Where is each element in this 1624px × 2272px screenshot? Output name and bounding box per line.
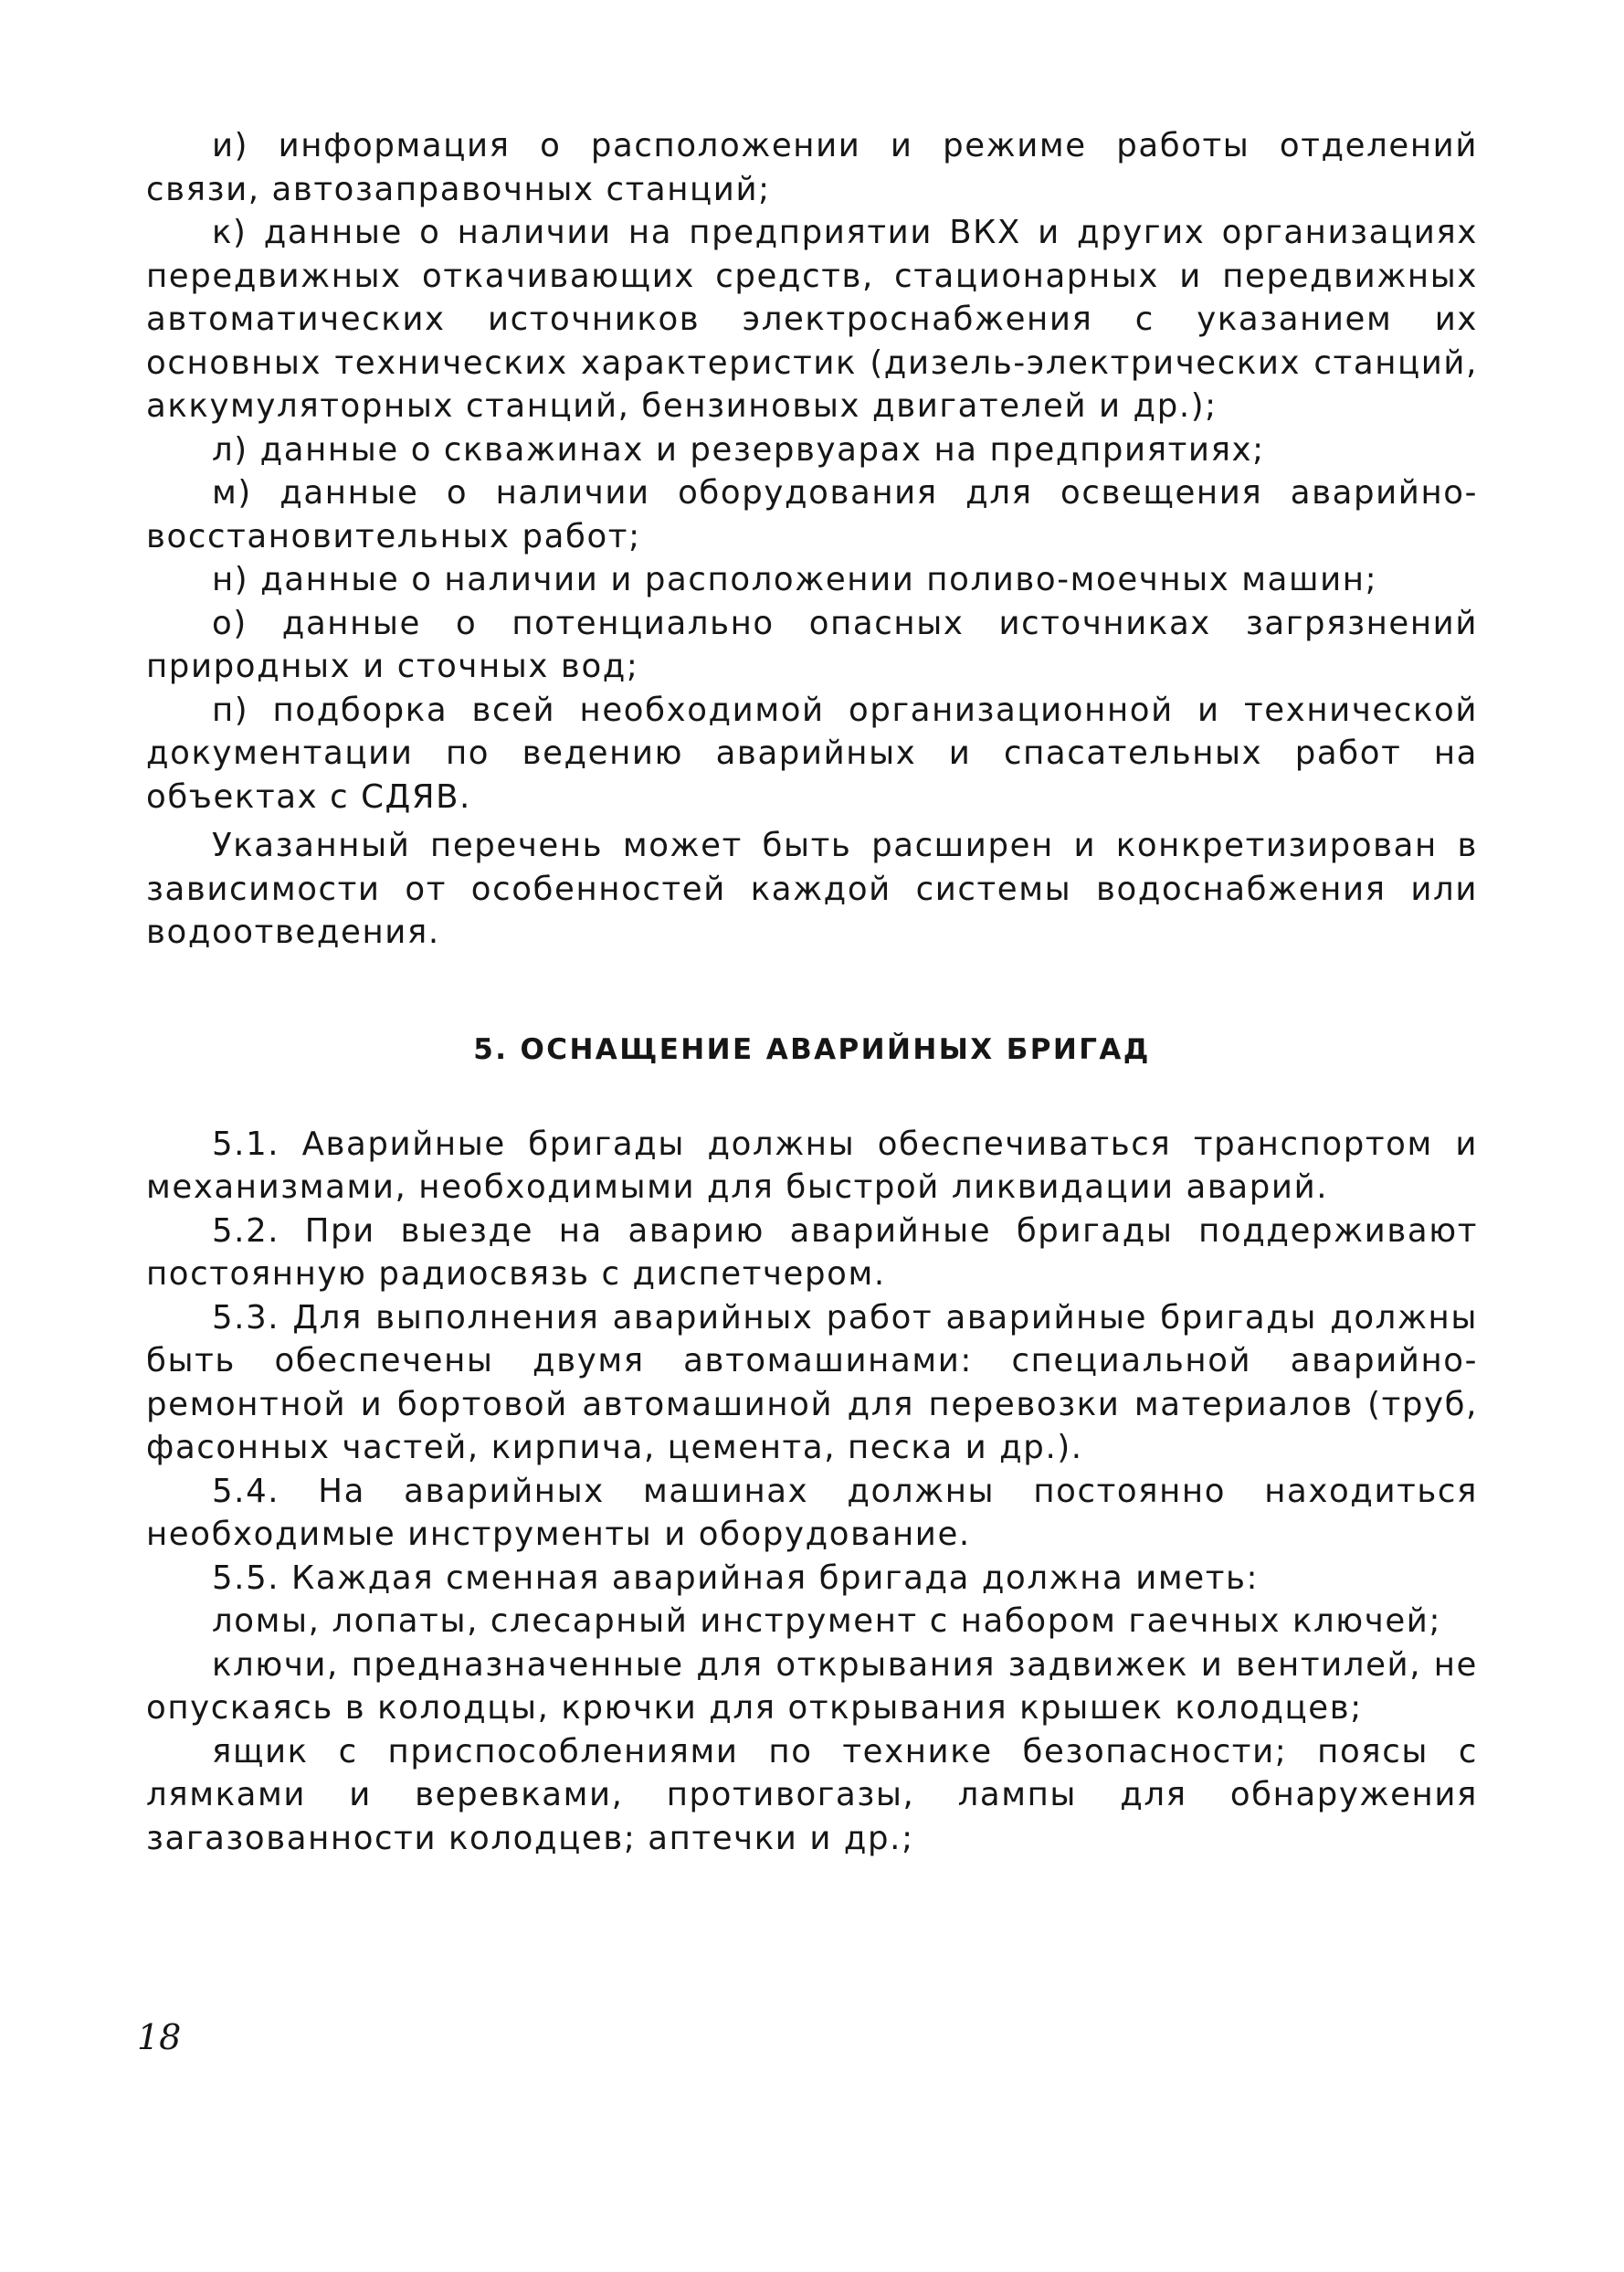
clause-5-4: 5.4. На аварийных машинах должны постоянно находиться необходимые инструменты и оборудование. xyxy=(146,1472,1478,1553)
list-item-n: н) данные о наличии и расположении поливо-моечных машин; xyxy=(212,561,1378,598)
list-item-m: м) данные о наличии оборудования для освещения аварийно-восстановительных работ; xyxy=(146,474,1478,555)
list-item-k: к) данные о наличии на предприятии ВКХ и других организациях передвижных откачивающих средств, стационарных и передвижных автоматических источников электроснабжения с указанием их основных технических характеристик (дизель-электрических станций, аккумуляторных станций, бензиновых двигателей и др.); xyxy=(146,214,1478,425)
list-item-o: о) данные о потенциально опасных источниках загрязнений природных и сточных вод; xyxy=(146,604,1478,685)
clause-5-1: 5.1. Аварийные бригады должны обеспечиваться транспортом и механизмами, необходимыми для быстрой ликвидации аварий. xyxy=(146,1125,1478,1206)
equipment-item-safety: ящик с приспособлениями по технике безопасности; поясы с лямками и веревками, противогазы, лампы для обнаружения загазованности колодцев; аптечки и др.; xyxy=(146,1732,1478,1857)
list-item-l: л) данные о скважинах и резервуарах на предприятиях; xyxy=(212,430,1265,469)
section-body xyxy=(146,1123,1478,1601)
equipment-item-keys: ключи, предназначенные для открывания задвижек и вентилей, не опускаясь в колодцы, крючки для открывания крышек колодцев; xyxy=(146,1645,1478,1727)
list-section xyxy=(146,124,1478,819)
summary-paragraph: Указанный перечень может быть расширен и конкретизирован в зависимости от особенностей каждой системы водоснабжения или водоотведения. xyxy=(146,827,1478,951)
list-item-i: и) информация о расположении и режиме работы отделений связи, автозаправочных станций; xyxy=(146,127,1478,208)
document-page xyxy=(146,124,1478,1860)
clause-5-3: 5.3. Для выполнения аварийных работ аварийные бригады должны быть обеспечены двумя автомашинами: специальной аварийно-ремонтной и бортовой автомашиной для перевозки материалов (труб, фасонных частей, кирпича, цемента, песка и др.). xyxy=(146,1298,1478,1466)
equipment-list xyxy=(146,1600,1478,1860)
equipment-item-tools: ломы, лопаты, слесарный инструмент с набором гаечных ключей; xyxy=(212,1602,1442,1640)
page-number: 18 xyxy=(137,2017,182,2057)
section-heading: 5. ОСНАЩЕНИЕ АВАРИЙНЫХ БРИГАД xyxy=(473,1032,1151,1066)
clause-5-5: 5.5. Каждая сменная аварийная бригада должна иметь: xyxy=(212,1559,1260,1597)
list-item-p: п) подборка всей необходимой организационной и технической документации по ведению аварийных и спасательных работ на объектах с СДЯВ. xyxy=(146,691,1478,816)
clause-5-2: 5.2. При выезде на аварию аварийные бригады поддерживают постоянную радиосвязь с диспетчером. xyxy=(146,1211,1478,1293)
